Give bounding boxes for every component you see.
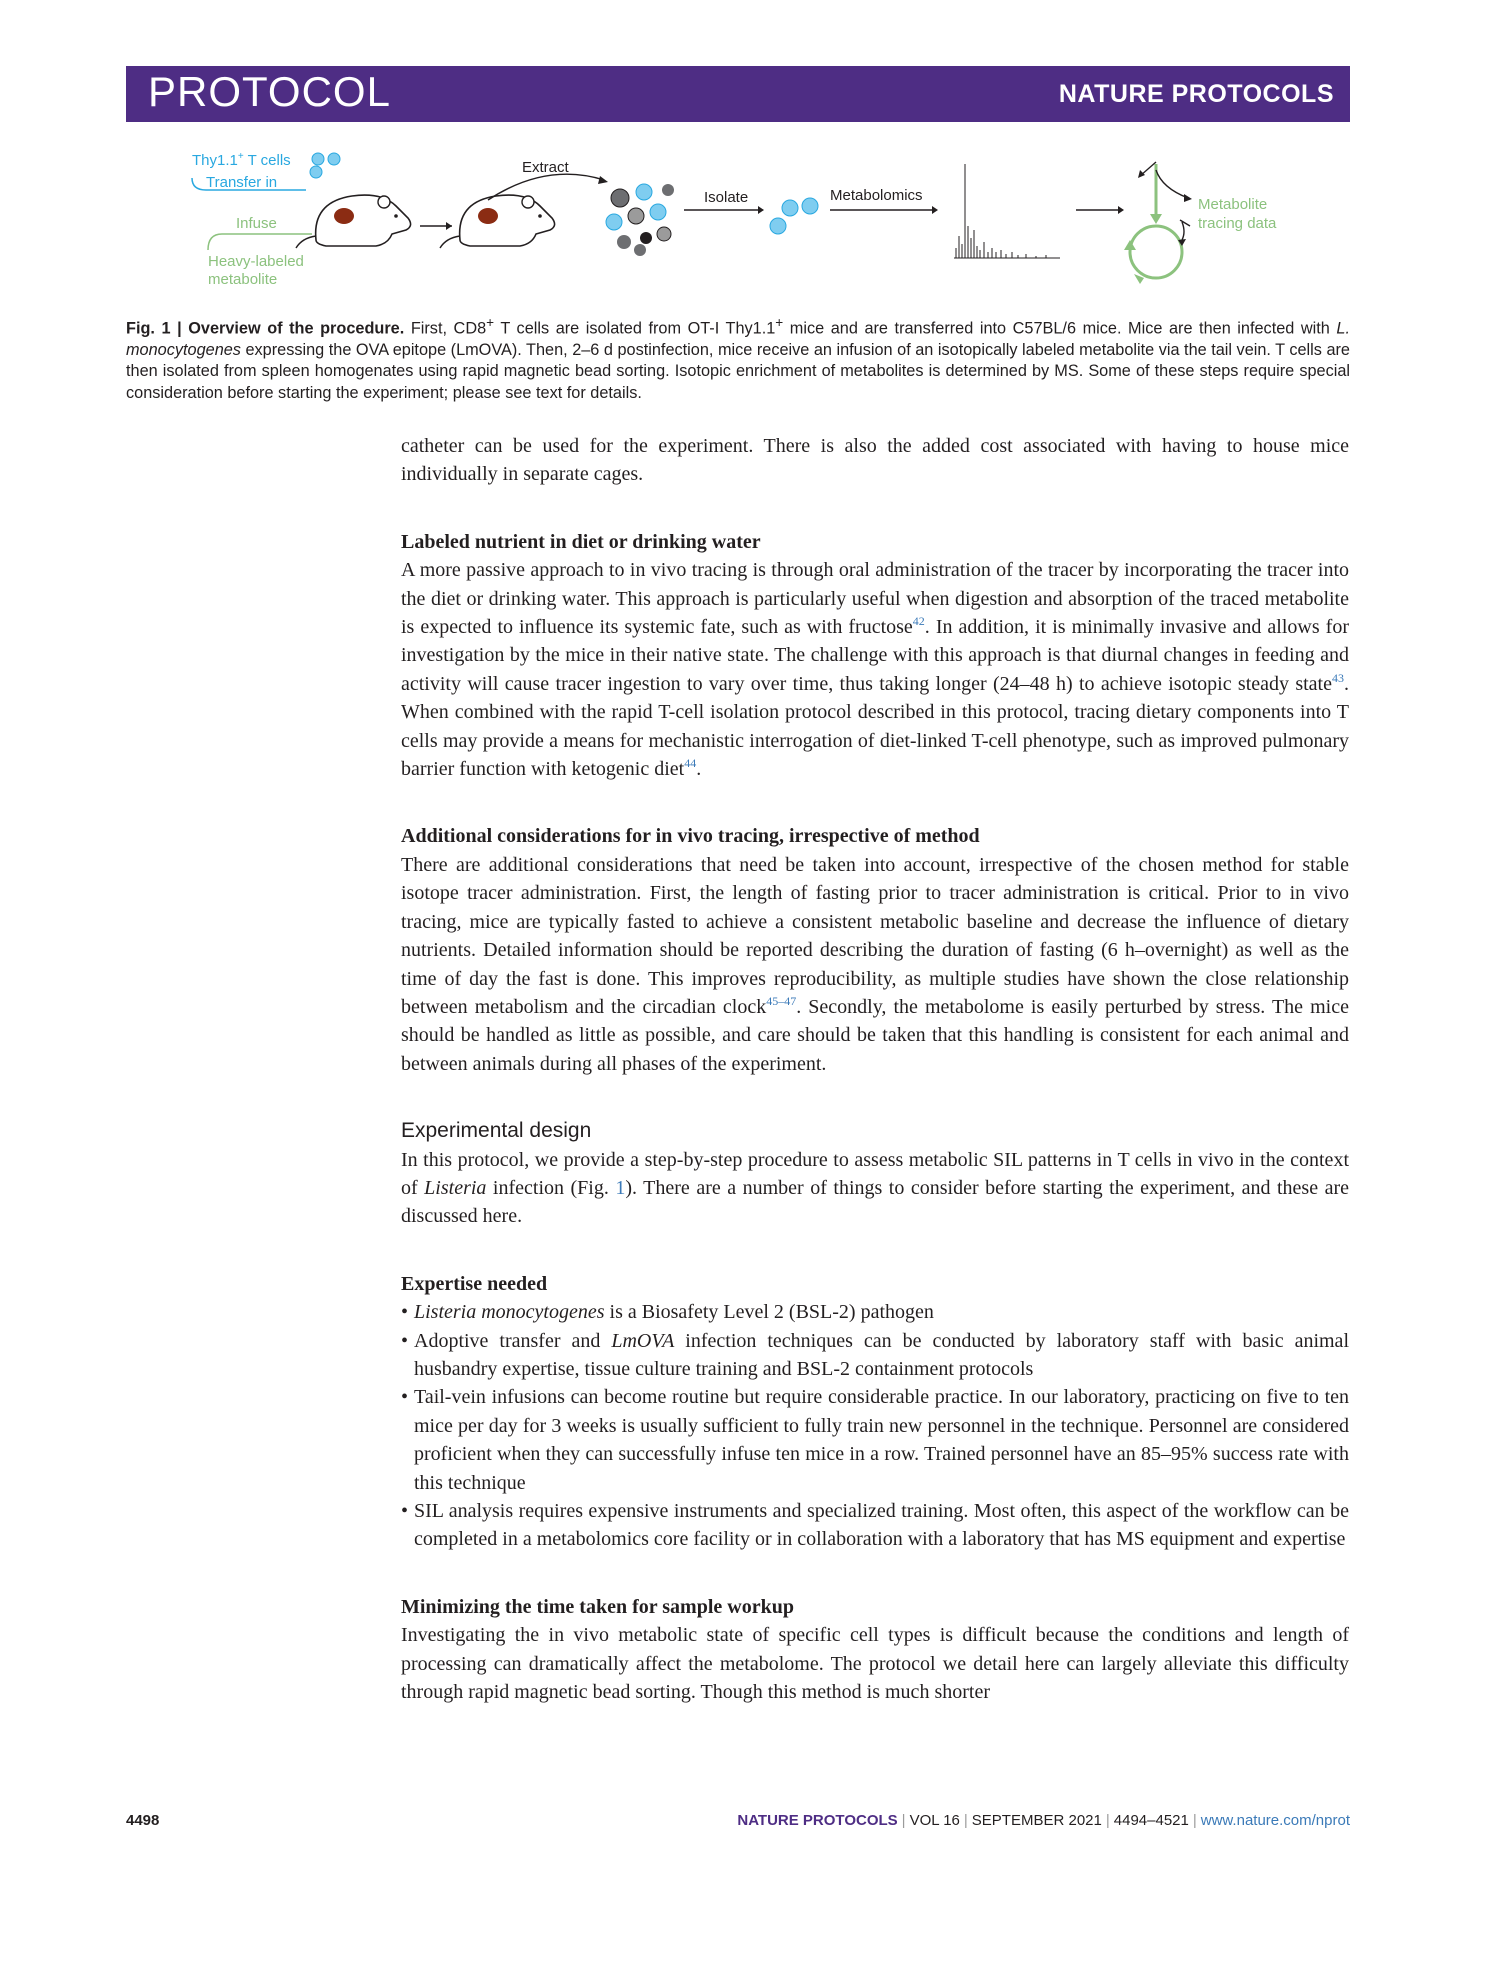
page-footer <box>126 1812 1350 1836</box>
journal-url-link[interactable]: www.nature.com/nprot <box>1200 1812 1350 1829</box>
list-item: • Listeria monocytogenes is a Biosafety Level 2 (BSL-2) pathogen <box>401 1298 1349 1326</box>
label-metabolite-tracing-2: tracing data <box>1198 215 1277 232</box>
mouse-2-icon <box>440 195 555 248</box>
subheading-expertise-needed: Expertise needed <box>401 1272 548 1295</box>
journal-citation: NATURE PROTOCOLS | VOL 16 | SEPTEMBER 2021 | 4494–4521 | www.nature.com/nprot <box>737 1812 1350 1829</box>
isolated-t-cells-icon <box>770 198 818 234</box>
label-transfer-in: Transfer in <box>206 174 278 191</box>
citation-link[interactable]: 45–47 <box>766 993 797 1008</box>
journal-name: NATURE PROTOCOLS <box>1058 80 1334 108</box>
mass-spectrum-icon <box>954 164 1060 258</box>
subheading-additional-considerations: Additional considerations for in vivo tracing, irrespective of method <box>401 825 980 848</box>
citation-link[interactable]: 42 <box>912 614 925 629</box>
label-extract: Extract <box>522 159 569 176</box>
paragraph: Investigating the in vivo metabolic state of specific cell types is difficult because the conditions and length of processing can dramatically affect the metabolome. The protocol we detail here can largely alleviate this difficulty through rapid magnetic bead sorting. Though this method is much shorter <box>401 1624 1349 1704</box>
caption-label: Fig. 1 | Overview of the procedure. <box>126 319 405 338</box>
label-thy-cells: Thy1.1+ T cells <box>192 151 291 169</box>
expertise-list <box>401 1298 1349 1554</box>
page-number: 4498 <box>126 1812 160 1829</box>
label-metabolite: metabolite <box>208 271 278 288</box>
t-cell-icon <box>310 166 322 178</box>
mouse-1-icon <box>296 195 411 248</box>
figure-link[interactable]: 1 <box>615 1176 626 1199</box>
citation-link[interactable]: 43 <box>1332 670 1344 685</box>
tracing-cycle-icon <box>1124 162 1192 284</box>
main-text <box>401 432 1349 1706</box>
section-label: PROTOCOL <box>148 68 391 115</box>
label-metabolomics: Metabolomics <box>830 187 923 204</box>
label-heavy-labeled: Heavy-labeled <box>208 253 304 270</box>
paragraph: catheter can be used for the experiment. There is also the added cost associated with having to house mice individually in separate cages. <box>401 435 1349 486</box>
spleen-cells-icon <box>606 184 674 256</box>
label-metabolite-tracing-1: Metabolite <box>1198 196 1268 213</box>
list-item: • Adoptive transfer and LmOVA infection techniques can be conducted by laboratory staff with basic animal husbandry expertise, tissue culture training and BSL-2 containment protocols <box>401 1327 1349 1384</box>
t-cell-icon <box>328 153 340 165</box>
paragraph: A more passive approach to in vivo tracing is through oral administration of the tracer by incorporating the tracer into the diet or drinking water. This approach is particularly useful when digestion and absorption of the traced metabolite is expected to influence its systemic fate, such as with fructose$^{42}$. In addition, it is minimally invasive and allows for investigation by the mice in their native state. The challenge with this approach is that diurnal changes in feeding and activity will cause tracer ingestion to vary over time, thus taking longer (24–48 h) to achieve isotopic steady state$^{43}$. When combined with the rapid T-cell isolation protocol described in this protocol, tracing dietary components into T cells may provide a means for mechanistic interrogation of diet-linked T-cell phenotype, such as improved pulmonary barrier function with ketogenic diet$^{44}$. <box>401 559 1349 781</box>
paragraph: There are additional considerations that need be taken into account, irrespective of the chosen method for stable isotope tracer administration. First, the length of fasting prior to tracer administration is critical. Prior to in vivo tracing, mice are typically fasted to achieve a consistent metabolic baseline and decrease the influence of dietary nutrients. Detailed information should be reported describing the duration of fasting (6 h–overnight) as well as the time of day the fast is done. This improves reproducibility, as multiple studies have shown the close relationship between metabolism and the circadian clock$^{45-47}$. Secondly, the metabolome is easily perturbed by stress. The mice should be handled as little as possible, and care should be taken that this handling is consistent for each animal and between animals during all phases of the experiment. <box>401 853 1349 1075</box>
figure-1-schematic <box>126 140 1350 300</box>
figure-1 <box>126 140 1350 300</box>
section-heading-experimental-design: Experimental design <box>401 1119 592 1143</box>
label-isolate: Isolate <box>704 189 749 206</box>
header-banner <box>126 66 1350 122</box>
label-infuse: Infuse <box>236 215 277 232</box>
list-item: • SIL analysis requires expensive instruments and specialized training. Most often, this aspect of the workflow can be completed in a metabolomics core facility or in collaboration with a laboratory that has MS equipment and expertise <box>401 1497 1349 1554</box>
list-item: • Tail-vein infusions can become routine but require considerable practice. In our laboratory, practicing on five to ten mice per day for 3 weeks is usually sufficient to fully train new personnel in the technique. Personnel are considered proficient when they can successfully infuse ten mice in a row. Trained personnel have an 85–95% success rate with this technique <box>401 1383 1349 1497</box>
subheading-minimizing-time: Minimizing the time taken for sample workup <box>401 1595 794 1618</box>
subheading-labeled-nutrient: Labeled nutrient in diet or drinking water <box>401 530 761 553</box>
citation-link[interactable]: 44 <box>684 756 697 771</box>
paragraph: In this protocol, we provide a step-by-step procedure to assess metabolic SIL patterns in T cells in vivo in the context of Listeria infection (Fig. 1). There are a number of things to consider before starting the experiment, and these are discussed here. <box>401 1148 1349 1228</box>
figure-caption: Fig. 1 | Overview of the procedure. First, CD8+ T cells are isolated from OT-I Thy1.1+ mice and are transferred into C57BL/6 mice. Mice are then infected with L. monocytogenes expressing the OVA epitope (LmOVA). Then, 2–6 d postinfection, mice receive an infusion of an isotopically labeled metabolite via the tail vein. T cells are then isolated from spleen homogenates using rapid magnetic bead sorting. Isotopic enrichment of metabolites is determined by MS. Some of these steps require special consideration before starting the experiment; please see text for details. <box>126 315 1351 402</box>
t-cell-icon <box>312 153 324 165</box>
